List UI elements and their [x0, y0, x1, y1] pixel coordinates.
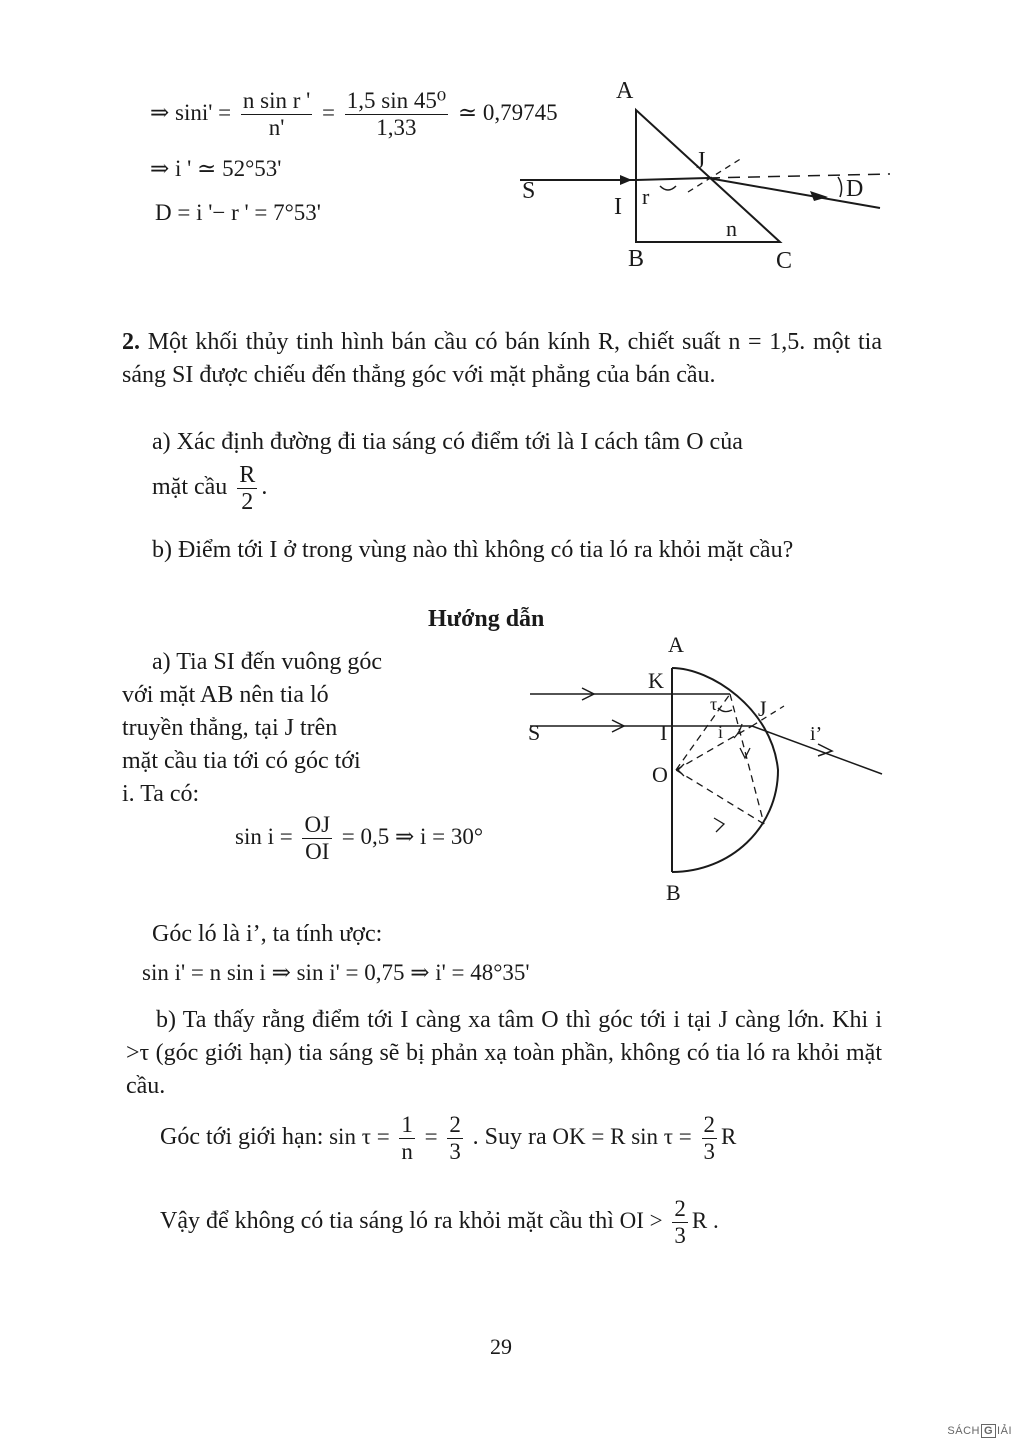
- final-conclusion: Vậy để không có tia sáng ló ra khỏi mặt cầu thì OI > $\frac{2}{3}$ R .: [160, 1196, 719, 1248]
- point-label-j: J: [696, 148, 706, 174]
- angle-arc: [660, 186, 676, 190]
- goc-lo-text: Góc ló là i’, ta tính ược:: [152, 921, 383, 947]
- arrow-icon: [714, 818, 724, 832]
- fraction: $\frac{2}{3}$: [674, 1196, 686, 1248]
- fraction: $\frac{\text{1,5 sin 45⁰}}{1,33}$: [346, 88, 447, 140]
- fraction: $\frac{R}{2}$: [239, 462, 256, 515]
- problem-2a: a) Xác định đường đi tia sáng có điểm tới là I cách tâm O của: [152, 429, 743, 455]
- i-prime-result: ⇒ i ' ≃ 52°53': [150, 156, 282, 181]
- deviation-result: D = i '− r ' = 7°53': [155, 200, 321, 225]
- angle-label-r: r: [642, 184, 650, 209]
- fraction: $\frac{2}{3}$: [703, 1112, 715, 1164]
- problem-2a-cont: mặt cầu $\frac{R}{2}$ .: [152, 462, 268, 515]
- fraction: $\frac{2}{3}$: [449, 1112, 461, 1164]
- angle-arc: [838, 177, 842, 197]
- vertex-label-c: C: [776, 248, 793, 274]
- sin-i-equation: sin i = $\frac{OJ}{OI}$ = 0,5 ⇒ i = 30°: [235, 812, 484, 864]
- problem-2b: b) Điểm tới I ở trong vùng nào thì không có tia ló ra khỏi mặt cầu?: [152, 537, 794, 563]
- limit-angle-equation: Góc tới giới hạn: sin τ = $\frac{1}{n}$ = $\frac{2}{3}$ . Suy ra OK = R sin τ = $\frac{2}{3}$ R: [160, 1112, 737, 1164]
- guide-heading: Hướng dẫn: [428, 606, 545, 632]
- prism-triangle: [636, 110, 780, 242]
- guide-a-text: a) Tia SI đến vuông góc với mặt AB nên tia ló truyền thẳng, tại J trên mặt cầu tia tới có góc tới i. Ta có:: [122, 649, 382, 807]
- angle-label-i-prime: i’: [810, 723, 823, 745]
- page-number: 29: [490, 1334, 512, 1359]
- fraction: $\frac{OJ}{OI}$: [304, 812, 331, 864]
- arrow-icon: [810, 191, 828, 201]
- vertex-label-b: B: [628, 246, 645, 272]
- arrow-icon: [620, 175, 632, 185]
- angle-label-tau: τ: [710, 694, 718, 714]
- point-label-o: O: [652, 762, 668, 787]
- index-label-n: n: [726, 216, 737, 241]
- prism-diagram: [510, 70, 910, 280]
- internal-ray: [636, 178, 708, 180]
- point-label-i: I: [660, 720, 668, 745]
- watermark-logo: SÁCH G IẢI: [947, 1425, 1012, 1437]
- angle-label-d: D: [846, 176, 864, 202]
- vertex-label-b: B: [666, 880, 681, 905]
- fraction: $\frac{\text{n sin r '}}{n'}$: [242, 88, 311, 140]
- guide-b-paragraph: b) Ta thấy rằng điểm tới I càng xa tâm O thì góc tới i tại J càng lớn. Khi i >τ (góc giới hạn) tia sáng sẽ bị phản xạ toàn phần, không có tia ló ra khỏi mặt cầu.: [126, 1007, 882, 1099]
- hemisphere-diagram: [520, 628, 900, 918]
- vertex-label-a: A: [616, 78, 634, 104]
- problem-2-statement: 2. Một khối thủy tinh hình bán cầu có bán kính R, chiết suất n = 1,5. một tia sáng SI được chiếu đến thẳng góc với mặt phẳng của bán cầu.: [122, 329, 882, 388]
- point-label-s: S: [528, 720, 541, 745]
- point-label-s: S: [522, 178, 536, 204]
- point-label-j: J: [758, 696, 767, 721]
- sin-i-prime-equation: sin i' = n sin i ⇒ sin i' = 0,75 ⇒ i' = 48°35': [142, 960, 530, 985]
- point-label-k: K: [648, 668, 664, 693]
- reflected-ray-dashed: [676, 770, 764, 824]
- vertex-label-a: A: [668, 632, 684, 657]
- point-label-i: I: [614, 194, 622, 220]
- fraction: $\frac{1}{n}$: [401, 1112, 413, 1164]
- angle-label-i: i: [718, 722, 724, 742]
- sini-prime-equation: ⇒ sini' = $\frac{\text{n sin r '}}{n'}$ = $\frac{\text{1,5 sin 45⁰}}{1,33}$ ≃ 0,79745: [150, 88, 558, 140]
